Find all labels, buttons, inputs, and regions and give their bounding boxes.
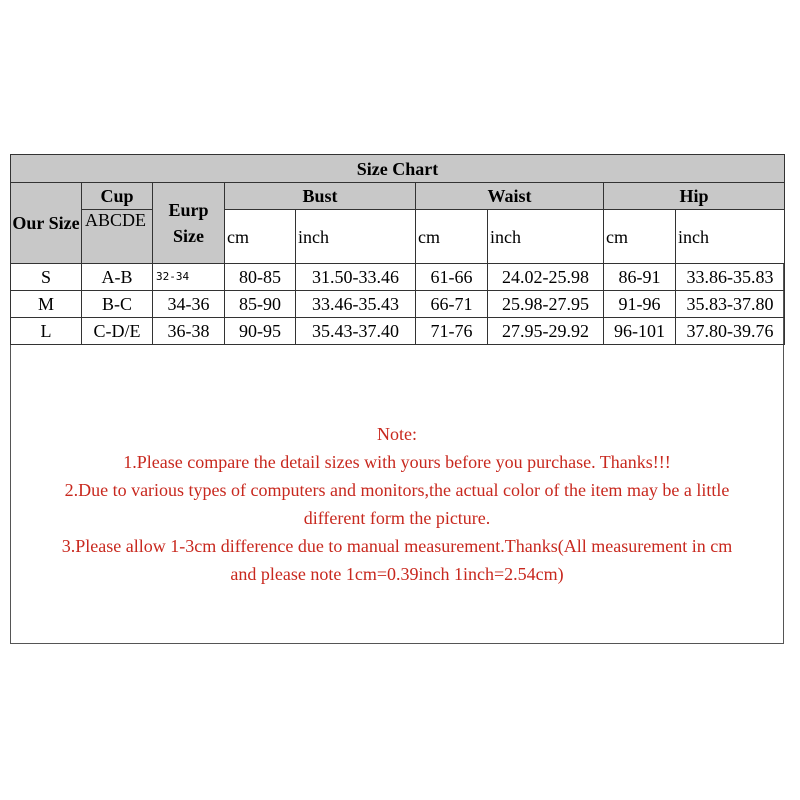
header-bust: Bust (225, 183, 416, 210)
cell-eurp: 34-36 (153, 291, 225, 318)
cell-waist-cm: 66-71 (416, 291, 488, 318)
note-line-3-cont: and please note 1cm=0.39inch 1inch=2.54cm) (230, 564, 564, 584)
cell-size: L (11, 318, 82, 345)
cell-hip-cm: 91-96 (604, 291, 676, 318)
header-cup-sub: ABCDE (82, 210, 153, 264)
cell-eurp: 36-38 (153, 318, 225, 345)
header-our-size: Our Size (11, 183, 82, 264)
cell-cup: A-B (82, 264, 153, 291)
header-hip-inch: inch (676, 210, 785, 264)
header-cup: Cup (82, 183, 153, 210)
cell-hip-inch: 33.86-35.83 (676, 264, 785, 291)
header-waist: Waist (416, 183, 604, 210)
note-line-2: 2.Due to various types of computers and monitors,the actual color of the item may be a little (64, 480, 730, 500)
cell-bust-inch: 33.46-35.43 (296, 291, 416, 318)
note-line-1: 1.Please compare the detail sizes with yours before you purchase. Thanks!!! (123, 452, 671, 472)
table-row (11, 318, 785, 345)
header-waist-inch: inch (488, 210, 604, 264)
header-hip-cm: cm (604, 210, 676, 264)
header-eurp-size: Eurp Size (153, 183, 225, 264)
cell-size: S (11, 264, 82, 291)
cell-bust-cm: 80-85 (225, 264, 296, 291)
header-waist-cm: cm (416, 210, 488, 264)
cell-waist-inch: 25.98-27.95 (488, 291, 604, 318)
cell-eurp: 32-34 (153, 264, 225, 291)
header-bust-inch: inch (296, 210, 416, 264)
cell-waist-cm: 61-66 (416, 264, 488, 291)
cell-hip-cm: 86-91 (604, 264, 676, 291)
note-line-2-cont: different form the picture. (303, 508, 491, 528)
cell-bust-cm: 90-95 (225, 318, 296, 345)
table-row (11, 264, 785, 291)
header-hip: Hip (604, 183, 785, 210)
cell-bust-inch: 35.43-37.40 (296, 318, 416, 345)
cell-hip-cm: 96-101 (604, 318, 676, 345)
cell-waist-cm: 71-76 (416, 318, 488, 345)
cell-bust-cm: 85-90 (225, 291, 296, 318)
header-bust-cm: cm (225, 210, 296, 264)
cell-hip-inch: 37.80-39.76 (676, 318, 785, 345)
cell-waist-inch: 27.95-29.92 (488, 318, 604, 345)
size-chart-table (10, 154, 785, 345)
note-heading: Note: (377, 424, 417, 444)
table-row (11, 291, 785, 318)
table-title: Size Chart (11, 155, 785, 183)
cell-waist-inch: 24.02-25.98 (488, 264, 604, 291)
note-line-3: 3.Please allow 1-3cm difference due to manual measurement.Thanks(All measurement in cm (61, 536, 733, 556)
cell-bust-inch: 31.50-33.46 (296, 264, 416, 291)
cell-cup: B-C (82, 291, 153, 318)
cell-hip-inch: 35.83-37.80 (676, 291, 785, 318)
cell-size: M (11, 291, 82, 318)
cell-cup: C-D/E (82, 318, 153, 345)
notes-block (10, 420, 784, 588)
